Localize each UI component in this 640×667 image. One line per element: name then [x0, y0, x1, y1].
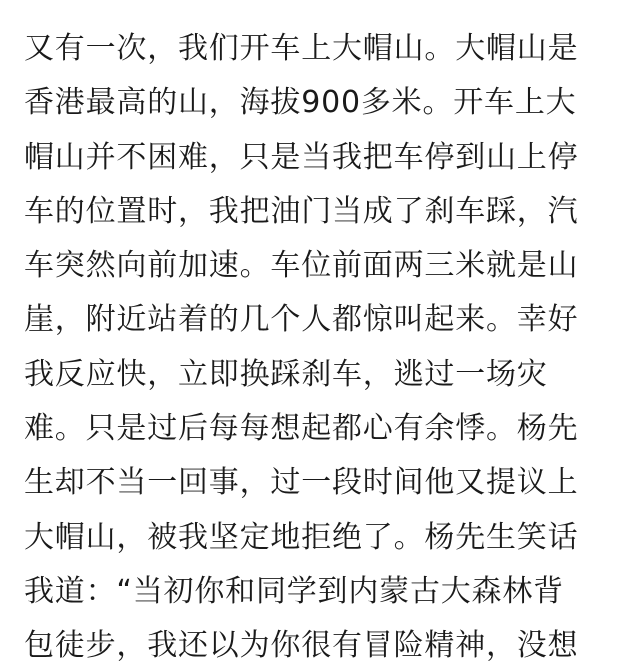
text-line: 香港最高的山，海拔900多米。开车上大	[24, 85, 577, 121]
text-line: 我反应快，立即换踩刹车，逃过一场灾	[24, 356, 548, 392]
text-line: 我道：“当初你和同学到内蒙古大森林背	[24, 573, 564, 609]
article-body	[24, 22, 624, 667]
text-line: 车突然向前加速。车位前面两三米就是山	[24, 248, 579, 284]
text-line: 生却不当一回事，过一段时间他又提议上	[24, 465, 579, 501]
text-line: 又有一次，我们开车上大帽山。大帽山是	[24, 31, 579, 66]
text-line: 包徒步，我还以为你很有冒险精神，没想	[24, 628, 579, 664]
text-line: 车的位置时，我把油门当成了刹车踩，汽	[24, 193, 579, 229]
text-line: 崖，附近站着的几个人都惊叫起来。幸好	[24, 302, 579, 338]
text-line: 难。只是过后每每想起都心有余悸。杨先	[24, 411, 579, 447]
text-line: 大帽山，被我坚定地拒绝了。杨先生笑话	[24, 519, 579, 555]
text-line: 帽山并不困难，只是当我把车停到山上停	[24, 139, 579, 175]
